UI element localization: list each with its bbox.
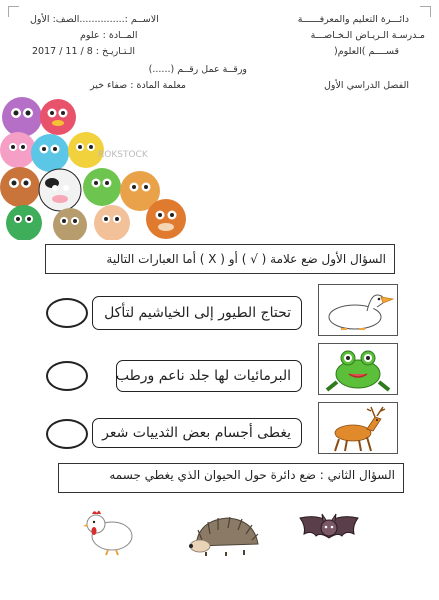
school-name: مـدرسـة الـريـاض الـخـاصـــة: [310, 30, 425, 41]
term-label: الفصل الدراسي الأول: [324, 80, 409, 91]
teacher-name: معلمة المادة : صفاء خير: [90, 80, 187, 91]
statement-1: [92, 296, 302, 330]
corner-mark: [8, 6, 19, 17]
corner-mark: [420, 6, 431, 17]
answer-oval-2[interactable]: [46, 361, 88, 391]
ministry-name: دائـــرة التعليم والمعرفــــــة: [297, 14, 409, 25]
worksheet-number: ورقــة عمل رقــم (......): [148, 64, 247, 75]
chicken-image[interactable]: [80, 506, 142, 556]
answer-oval-1[interactable]: [46, 298, 88, 328]
purple-animal: [2, 97, 42, 137]
question1-prompt: [45, 244, 395, 274]
cartoon-animals-image: [0, 95, 200, 240]
question1-prompt-text: السؤال الأول ضع علامة ( √ ) أو ( X ) أما العبارات التالية: [106, 252, 386, 266]
frog-image: [318, 343, 398, 395]
date-field: 2017 / 11 / 8 : الـتـاريـخ: [32, 46, 136, 57]
statement-2: [116, 360, 302, 392]
question2-prompt-text: السؤال الثاني : ضع دائرة حول الحيوان الذي يغطي جسمه: [109, 468, 395, 482]
hedgehog-image[interactable]: [186, 512, 264, 556]
department-name: قســــم )العلوم(: [334, 46, 399, 57]
answer-oval-3[interactable]: [46, 419, 88, 449]
statement-2-text: البرمائيات لها جلد ناعم ورطب: [115, 368, 291, 384]
statement-3-text: يغطى أجسام بعض الثدييات شعر: [102, 425, 291, 441]
subject-field: المــادة : علوم: [80, 30, 138, 41]
statement-3: [92, 418, 302, 448]
duck-image: [318, 284, 398, 336]
student-name-field: الاســم :...............الصف: الأول: [30, 14, 159, 25]
watermark-text: ROKSTOCK: [98, 150, 148, 160]
bat-image[interactable]: [296, 508, 362, 554]
deer-image: [318, 402, 398, 454]
question2-prompt: [58, 463, 404, 493]
statement-1-text: تحتاج الطيور إلى الخياشيم لتأكل: [104, 305, 291, 321]
